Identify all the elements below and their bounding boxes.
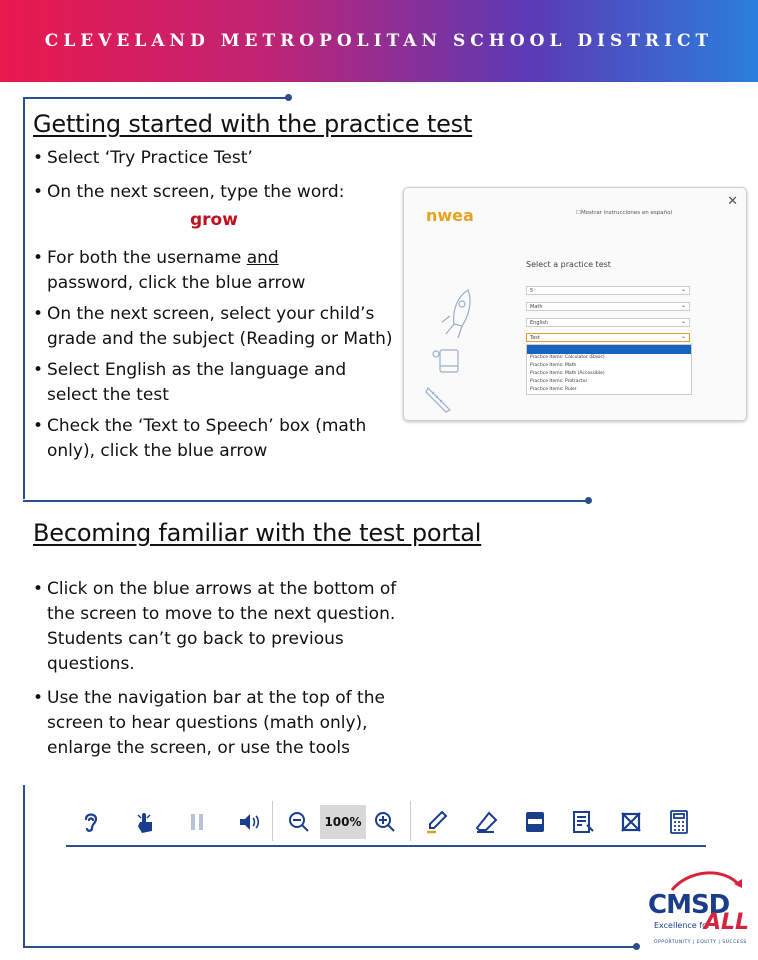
test-options-list [526,344,692,395]
select-test-title: Select a practice test [526,260,611,269]
test-navigation-toolbar [66,801,706,847]
subject-dropdown[interactable]: Math ⌄ [526,302,690,311]
logo-values: OPPORTUNITY | EQUITY | SUCCESS [654,940,747,945]
list-item: • On the next screen, type the word: [33,180,403,205]
ear-icon [78,809,104,835]
nwea-logo: nwea [426,206,474,225]
frame-dot [285,94,292,101]
cmsd-logo [646,866,756,948]
pause-icon [184,809,210,835]
pause-button[interactable] [182,807,212,837]
logo-wordmark: CMSD [648,890,730,920]
section-heading-test-portal: Becoming familiar with the test portal [33,519,482,547]
list-item: • Select English as the language and select the test [33,358,377,408]
list-item: • On the next screen, select your child’s grade and the subject (Reading or Math) [33,302,397,352]
zoom-in-icon [372,809,398,835]
volume-button[interactable] [234,807,264,837]
logo-all: ALL [704,910,750,935]
eraser-button[interactable] [472,807,502,837]
ruler-doodle-icon [424,382,454,414]
calculator-button[interactable] [664,807,694,837]
calculator-icon [666,809,692,835]
answer-eliminator-button[interactable] [616,807,646,837]
frame-bottom-line [23,946,637,948]
zoom-in-button[interactable] [370,807,400,837]
highlighter-button[interactable] [422,807,452,837]
toolbar-separator [272,801,273,841]
district-banner [0,0,758,82]
eraser-icon [474,809,500,835]
listen-button[interactable] [76,807,106,837]
keyword-grow: grow [190,210,238,230]
tap-button[interactable] [130,807,160,837]
line-reader-icon [522,809,548,835]
list-text: For both the username [47,248,247,268]
frame-dot [585,497,592,504]
notepad-button[interactable] [568,807,598,837]
practice-test-screenshot [403,187,747,421]
list-item: • Check the ‘Text to Speech’ box (math only), click the blue arrow [33,414,407,464]
speaker-icon [236,809,262,835]
option-item[interactable]: Practice Items: Math (Accessible) [530,371,605,376]
language-dropdown[interactable]: English ⌄ [526,318,690,327]
list-item: • Use the navigation bar at the top of the screen to hear questions (math only), enlarge the screen, or use the tools [33,686,397,761]
test-portal-list [33,577,403,761]
list-item [33,246,327,296]
answer-eliminator-icon [618,809,644,835]
list-text-underlined: and [246,248,279,268]
close-icon[interactable]: ✕ [727,194,738,209]
book-doodle-icon [432,346,464,376]
line-reader-button[interactable] [520,807,550,837]
list-item: • Select ‘Try Practice Test’ [33,146,403,171]
option-item[interactable]: Practice Items: Calculator (Basic) [530,355,605,360]
rocket-doodle-icon [440,286,480,342]
highlighted-option[interactable] [527,345,691,354]
highlighter-icon [424,809,450,835]
district-title: CLEVELAND METROPOLITAN SCHOOL DISTRICT [44,31,714,51]
option-item[interactable]: Practice Items: Protractor [530,379,588,384]
zoom-level: 100% [320,805,366,839]
zoom-out-button[interactable] [284,807,314,837]
section-heading-getting-started: Getting started with the practice test [33,110,473,138]
frame-left-line-lower [23,785,25,947]
getting-started-list [33,146,403,464]
frame-mid-line [23,500,589,502]
zoom-out-icon [286,809,312,835]
list-item: • Click on the blue arrows at the bottom of the screen to move to the next question. Students can’t go back to previous questions. [33,577,407,677]
spanish-checkbox-label: Mostrar instrucciones en español [580,210,673,216]
grade-dropdown[interactable]: 5 ⌄ [526,286,690,295]
frame-dot [633,943,640,950]
frame-left-line [23,97,25,499]
notepad-icon [570,809,596,835]
option-item[interactable]: Practice Items: Math [530,363,577,368]
test-dropdown[interactable]: Test ⌄ [526,333,690,342]
option-item[interactable]: Practice Items: Ruler [530,387,577,392]
tap-icon [132,809,158,835]
frame-top-line [23,97,289,99]
spanish-checkbox[interactable]: ☐Mostrar instrucciones en español [576,210,673,216]
toolbar-separator [410,801,411,841]
list-text: password, click the blue arrow [47,273,306,293]
logo-tagline: Excellence for [654,921,711,930]
